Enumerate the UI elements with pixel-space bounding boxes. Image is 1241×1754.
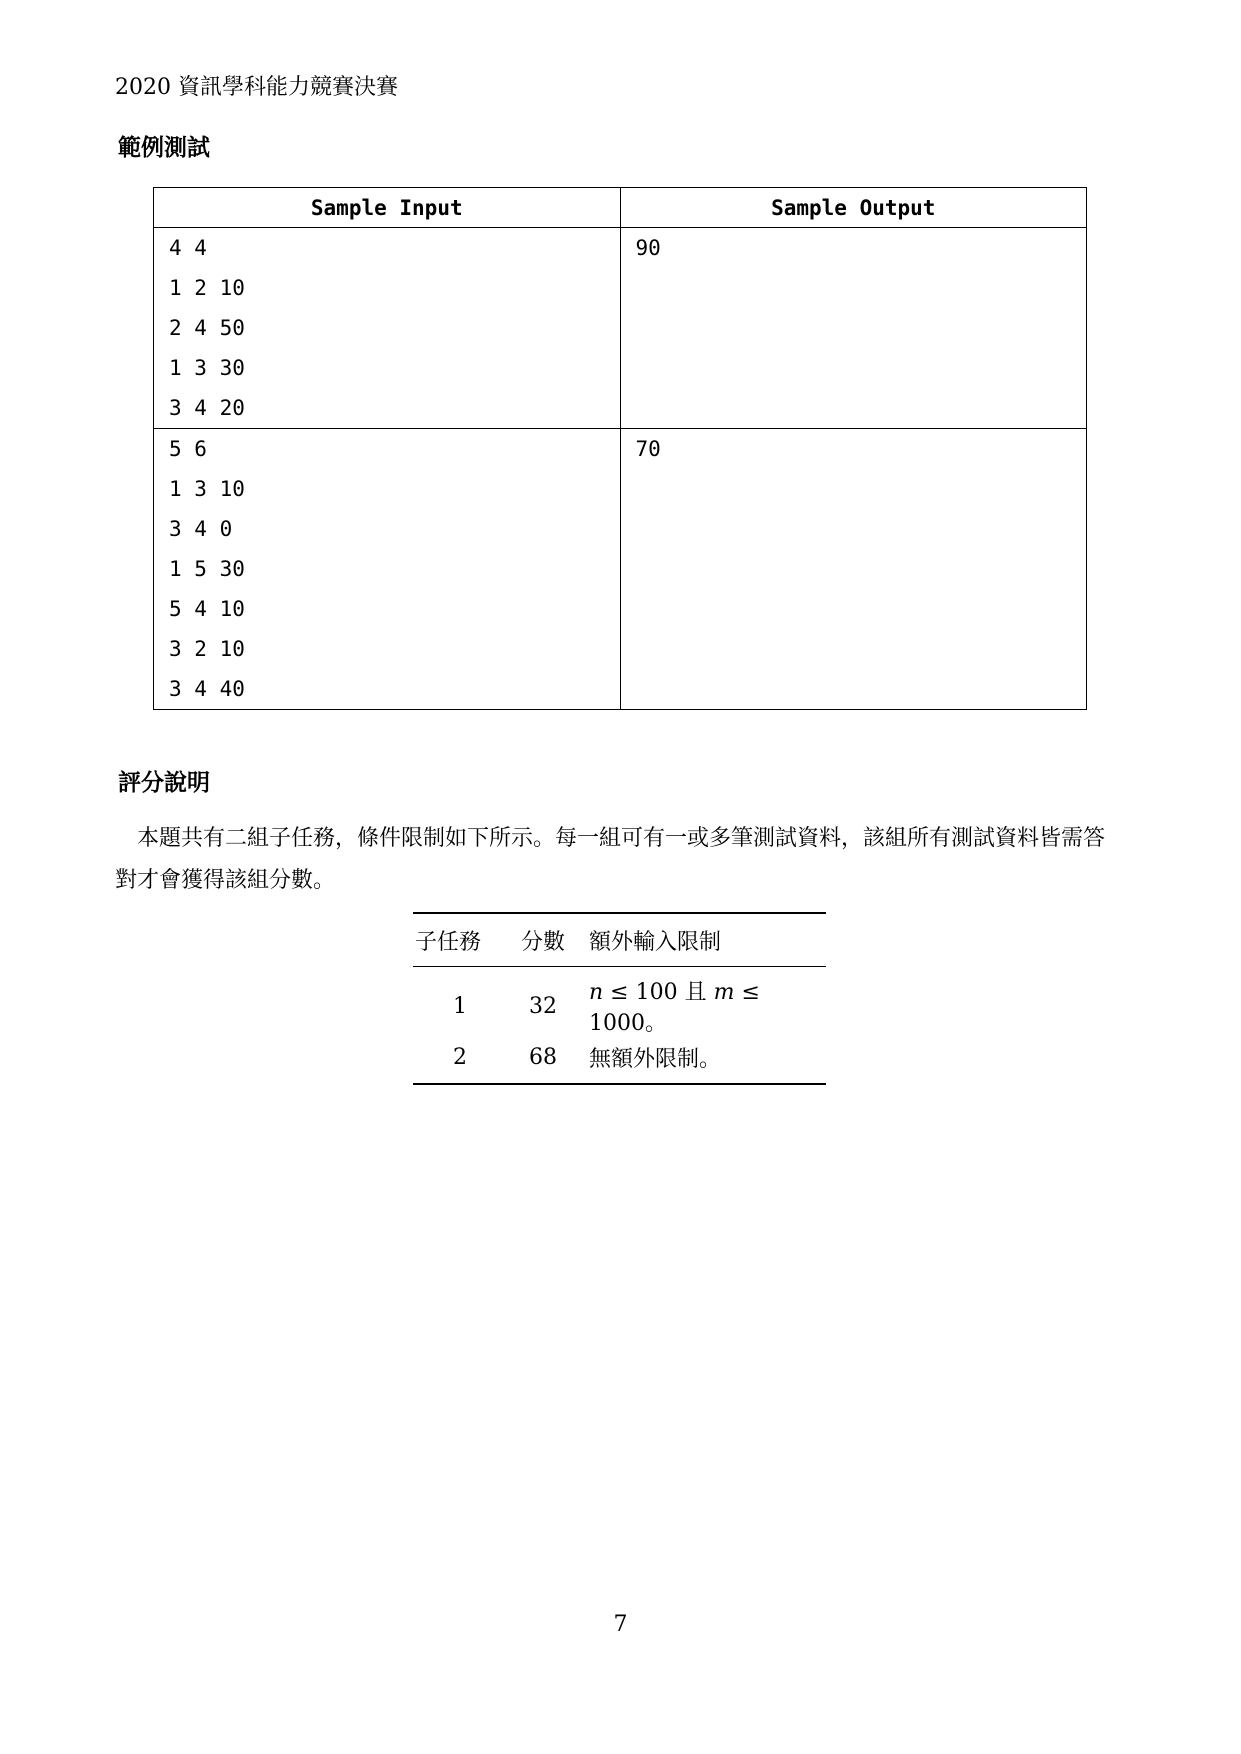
input-line: 3 4 40 <box>169 677 245 701</box>
page-number: 7 <box>613 1612 628 1637</box>
var-n: n <box>589 980 604 1005</box>
sample-output-cell <box>620 228 1087 429</box>
subtask-limit: 無額外限制。 <box>579 1037 826 1084</box>
subtask-header: 子任務 <box>413 913 507 967</box>
sample-input-header: Sample Input <box>154 188 621 228</box>
sample-case-1 <box>154 228 1087 429</box>
limit-header: 額外輸入限制 <box>579 913 826 967</box>
output-line: 70 <box>635 437 661 461</box>
sample-output-cell <box>620 429 1087 710</box>
subtask-row <box>413 967 826 1038</box>
output-line: 90 <box>635 236 661 260</box>
input-line: 4 4 <box>169 236 207 260</box>
input-line: 1 2 10 <box>169 276 245 300</box>
subtask-id: 2 <box>413 1037 507 1084</box>
subtask-score: 68 <box>507 1037 579 1084</box>
sample-input-cell <box>154 429 621 710</box>
input-line: 3 4 20 <box>169 396 245 420</box>
subtask-row <box>413 1037 826 1084</box>
input-line: 1 5 30 <box>169 557 245 581</box>
sample-case-2 <box>154 429 1087 710</box>
subtask-id: 1 <box>453 993 467 1019</box>
sample-output-header: Sample Output <box>620 188 1087 228</box>
input-line: 5 6 <box>169 437 207 461</box>
sample-tests-heading: 範例測試 <box>118 135 210 161</box>
input-line: 5 4 10 <box>169 597 245 621</box>
scoring-heading: 評分說明 <box>118 770 210 796</box>
input-line: 2 4 50 <box>169 316 245 340</box>
document-header: 2020 資訊學科能力競賽決賽 <box>115 75 398 100</box>
limit-part: ≤ 100 <box>603 980 685 1005</box>
limit-and: 且 <box>684 980 714 1005</box>
subtask-score: 32 <box>529 993 557 1019</box>
input-line: 1 3 30 <box>169 356 245 380</box>
sample-io-table <box>153 187 1087 710</box>
input-line: 3 4 0 <box>169 517 233 541</box>
subtask-limit <box>579 967 826 1038</box>
input-line: 1 3 10 <box>169 477 245 501</box>
score-header: 分數 <box>507 913 579 967</box>
limit-part: ≤ 1000。 <box>589 980 760 1036</box>
scoring-description: 本題共有二組子任務，條件限制如下所示。每一組可有一或多筆測試資料，該組所有測試資料皆需答對才會獲得該組分數。 <box>115 826 1106 893</box>
subtask-table <box>413 912 826 1085</box>
input-line: 3 2 10 <box>169 637 245 661</box>
sample-input-cell <box>154 228 621 429</box>
var-m: m <box>713 980 735 1005</box>
